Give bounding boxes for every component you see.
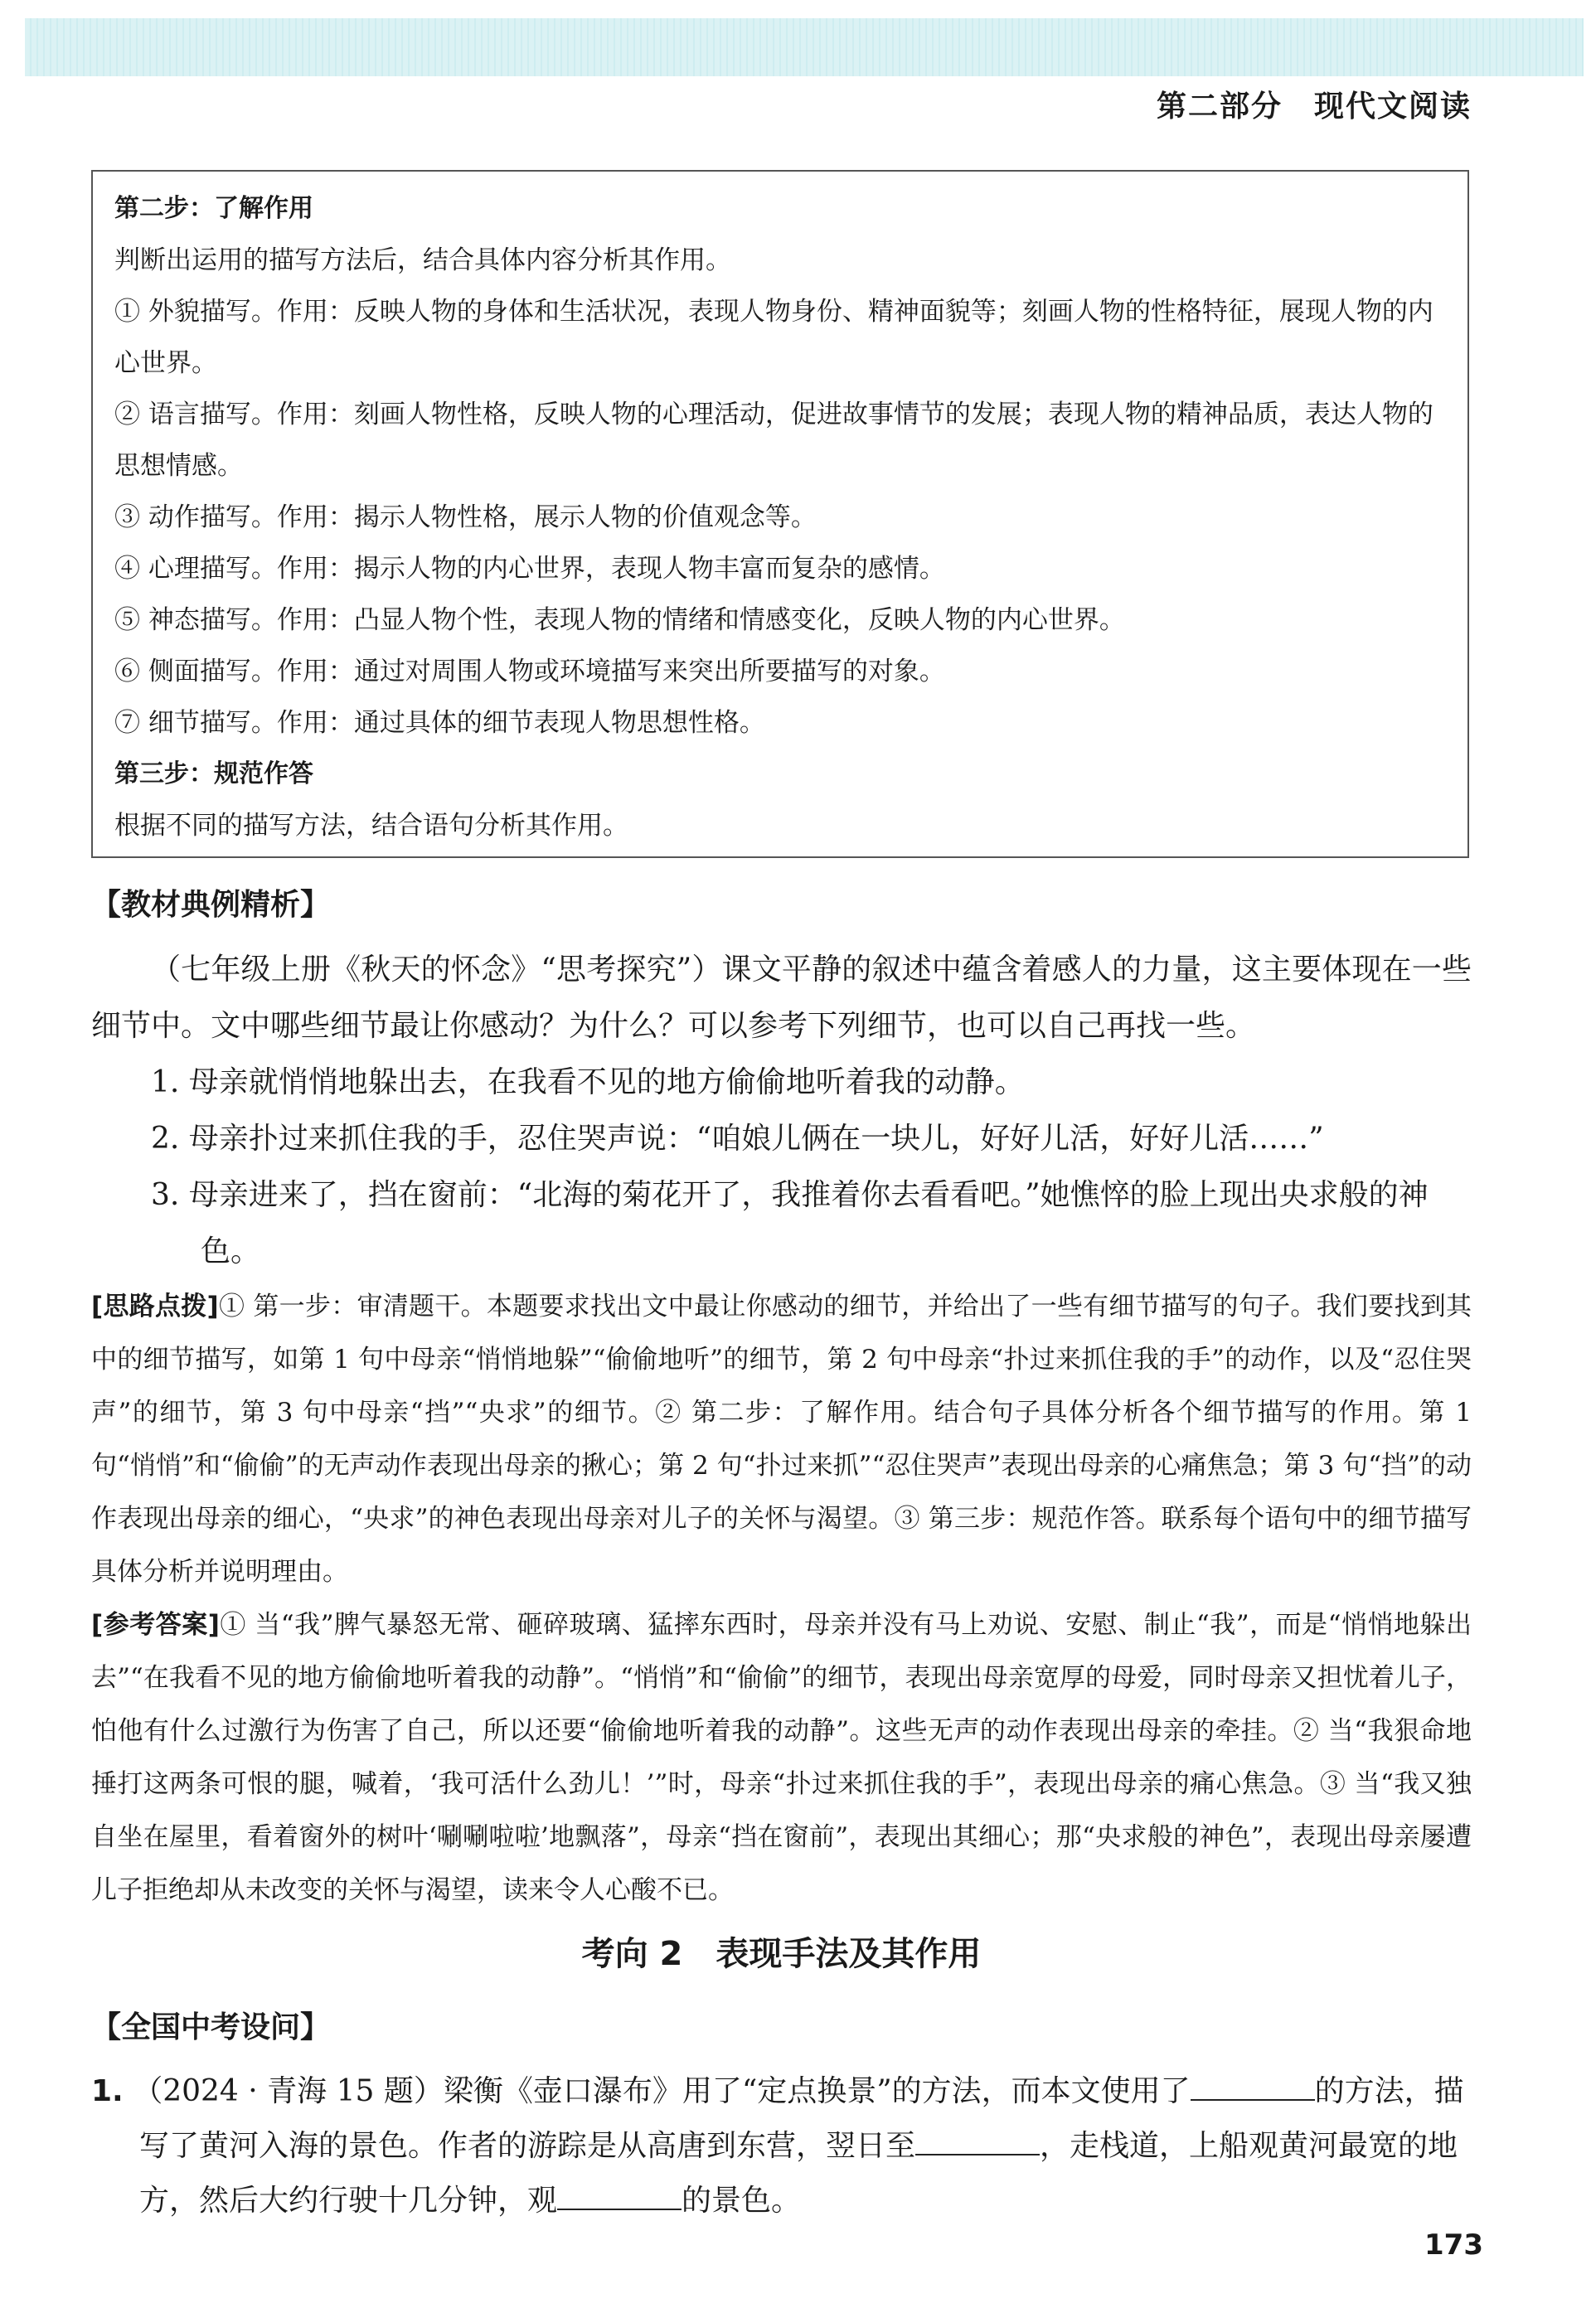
answer-tag: [参考答案] (91, 1610, 220, 1640)
step3-title: 第三步：规范作答 (114, 759, 313, 788)
example-item: 1. 母亲就悄悄地躲出去，在我看不见的地方偷偷地听着我的动静。 (151, 1065, 1025, 1099)
effect-item: ④ 心理描写。作用：揭示人物的内心世界，表现人物丰富而复杂的感情。 (114, 554, 945, 584)
hint-text: ① 第一步：审清题干。本题要求找出文中最让你感动的细节，并给出了一些有细节描写的句子。我们要找到其中的细节描写，如第 1 句中母亲“悄悄地躲”“偷偷地听”的细节，第 2 句中母亲“扑过来抓住我的手”的动作，以及“忍住哭声”的细节，第 3 句中母亲“挡”“央求”的细节。② 第二步：了解作用。结合句子具体分析各个细节描写的作用。第 1 句“悄悄”和“偷偷”的无声动作表现出母亲的揪心；第 2 句“扑过来抓”“忍住哭声”表现出母亲的心痛焦急；第 3 句“挡”的动作表现出母亲的细心，“央求”的神色表现出母亲对儿子的关怀与渴望。③ 第三步：规范作答。联系每个语句中的细节描写具体分析并说明理由。 (91, 1292, 1472, 1587)
national-heading: 【全国中考设问】 (91, 2010, 331, 2044)
effect-item: ③ 动作描写。作用：揭示人物性格，展示人物的价值观念等。 (114, 502, 817, 532)
question-text-part2: 的方法，描写了黄河入海的景色。作者的游踪是从高唐到东营，翌日至 (139, 2074, 1464, 2163)
answer-blank[interactable] (557, 2184, 682, 2210)
effect-item: ⑤ 神态描写。作用：凸显人物个性，表现人物的情绪和情感变化，反映人物的内心世界。 (114, 605, 1125, 635)
method-box (91, 170, 1469, 858)
question-1 (91, 2064, 1472, 2228)
question-text-part1: （2024 · 青海 15 题）梁衡《壶口瀑布》用了“定点换景”的方法，而本文使用了 (133, 2074, 1191, 2108)
example-question: （七年级上册《秋天的怀念》“思考探究”）课文平静的叙述中蕴含着感人的力量，这主要体现在一些细节中。文中哪些细节最让你感动？为什么？可以参考下列细节，也可以自己再找一些。 (91, 953, 1472, 1043)
question-text-part4: 的景色。 (682, 2184, 802, 2218)
question-number: 1. (91, 2074, 124, 2108)
header-decoration-band (25, 18, 1584, 76)
example-item: 3. 母亲进来了，挡在窗前：“北海的菊花开了，我推着你去看看吧。”她憔悴的脸上现出央求般的神色。 (151, 1178, 1429, 1268)
step2-title: 第二步：了解作用 (114, 194, 313, 223)
answer-paragraph (91, 1598, 1472, 1917)
example-heading: 【教材典例精析】 (91, 888, 331, 922)
effect-item: ⑥ 侧面描写。作用：通过对周围人物或环境描写来突出所要描写的对象。 (114, 657, 945, 686)
step2-intro: 判断出运用的描写方法后，结合具体内容分析其作用。 (114, 245, 731, 275)
effect-item: ⑦ 细节描写。作用：通过具体的细节表现人物思想性格。 (114, 708, 765, 738)
effect-item: ② 语言描写。作用：刻画人物性格，反映人物的心理活动，促进故事情节的发展；表现人物的精神品质，表达人物的思想情感。 (114, 400, 1433, 481)
question-text-part3: ，走栈道，上船观黄河最宽的地方，然后大约行驶十几分钟，观 (139, 2129, 1458, 2218)
section-header: 第二部分 现代文阅读 (1156, 90, 1472, 124)
page-number: 173 (1424, 2228, 1483, 2262)
topic-title: 考向 2 表现手法及其作用 (581, 1935, 982, 1973)
answer-blank[interactable] (915, 2129, 1040, 2155)
answer-text: ① 当“我”脾气暴怒无常、砸碎玻璃、猛摔东西时，母亲并没有马上劝说、安慰、制止“我”，而是“悄悄地躲出去”“在我看不见的地方偷偷地听着我的动静”。“悄悄”和“偷偷”的细节，表现出母亲宽厚的母爱，同时母亲又担忧着儿子，怕他有什么过激行为伤害了自己，所以还要“偷偷地听着我的动静”。这些无声的动作表现出母亲的牵挂。② 当“我狠命地捶打这两条可恨的腿，喊着，‘我可活什么劲儿！’”时，母亲“扑过来抓住我的手”，表现出母亲的痛心焦急。③ 当“我又独自坐在屋里，看着窗外的树叶‘唰唰啦啦’地飘落”，母亲“挡在窗前”，表现出其细心；那“央求般的神色”，表现出母亲屡遭儿子拒绝却从未改变的关怀与渴望，读来令人心酸不已。 (91, 1610, 1472, 1905)
effect-item: ① 外貌描写。作用：反映人物的身体和生活状况，表现人物身份、精神面貌等；刻画人物的性格特征，展现人物的内心世界。 (114, 297, 1433, 378)
example-item: 2. 母亲扑过来抓住我的手，忍住哭声说：“咱娘儿俩在一块儿，好好儿活，好好儿活……” (151, 1122, 1324, 1156)
hint-tag: [思路点拨] (91, 1292, 219, 1321)
hint-paragraph (91, 1280, 1472, 1598)
step3-text: 根据不同的描写方法，结合语句分析其作用。 (114, 811, 628, 841)
main-content (91, 869, 1472, 2228)
answer-blank[interactable] (1191, 2074, 1315, 2101)
